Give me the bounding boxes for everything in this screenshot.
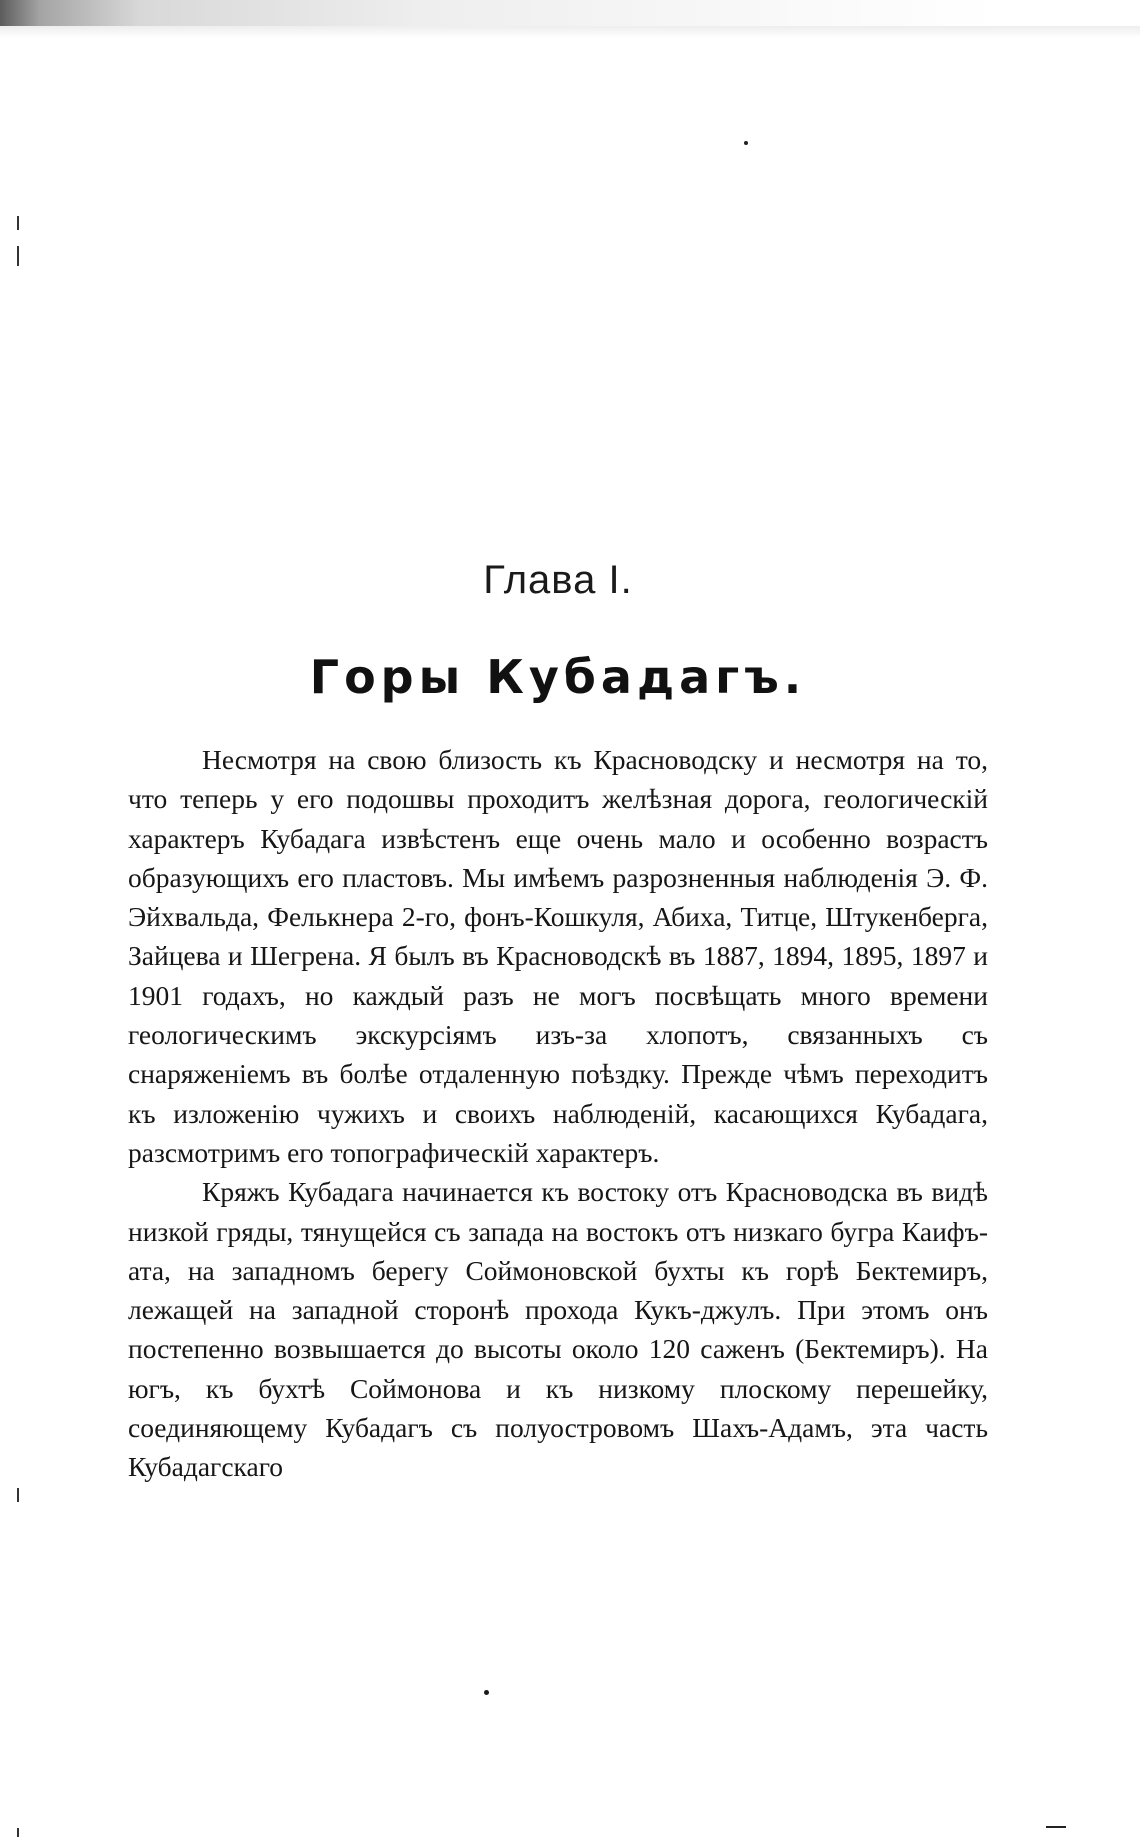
scan-margin-mark — [17, 1488, 19, 1502]
scan-shadow-top — [0, 0, 1140, 26]
paragraph: Кряжъ Кубадага начинается къ востоку отъ Красноводска въ видѣ низкой гряды, тянущейся съ запада на востокъ отъ низкаго бугра Каифъ-ата, на западномъ берегу Соймоновской бухты къ горѣ Бектемиръ, лежащей на западной сторонѣ прохода Кукъ-джулъ. При этомъ онъ постепенно возвышается до высоты около 120 саженъ (Бектемиръ). На югъ, къ бухтѣ Соймонова и къ низкому плоскому перешейку, соединяющему Кубадагъ съ полуостровомъ Шахъ-Адамъ, эта часть Кубадагскаго — [128, 1176, 988, 1483]
scan-margin-mark — [17, 1828, 19, 1837]
page-dot — [484, 1690, 489, 1695]
scan-margin-mark — [17, 216, 19, 230]
chapter-heading: Глава I. — [483, 558, 633, 602]
paragraph: Несмотря на свою близость къ Красноводску и несмотря на то, что теперь у его подошвы проходитъ желѣзная дорога, геологическій характеръ Кубадага извѣстенъ еще очень мало и особенно возрастъ образующихъ его пластовъ. Мы имѣемъ разрозненныя наблюденія Э. Ф. Эйхвальда, Фелькнера 2-го, фонъ-Кошкуля, Абиха, Титце, Штукенберга, Зайцева и Шегрена. Я былъ въ Красноводскѣ въ 1887, 1894, 1895, 1897 и 1901 годахъ, но каждый разъ не могъ посвѣщать много времени геологическимъ экскурсіямъ изъ-за хлопотъ, связанныхъ съ снаряженіемъ въ болѣе отдаленную поѣздку. Прежде чѣмъ переходитъ къ изложенію чужихъ и своихъ наблюденій, касающихся Кубадага, разсмотримъ его топографическій характеръ. — [128, 744, 988, 1168]
scan-margin-mark — [17, 246, 19, 266]
chapter-title: Горы Кубадагъ. — [309, 650, 807, 704]
scan-shadow-fade — [0, 26, 1140, 38]
chapter-body — [128, 740, 988, 1487]
scan-speck — [744, 141, 748, 145]
scan-speck — [1046, 1826, 1066, 1828]
